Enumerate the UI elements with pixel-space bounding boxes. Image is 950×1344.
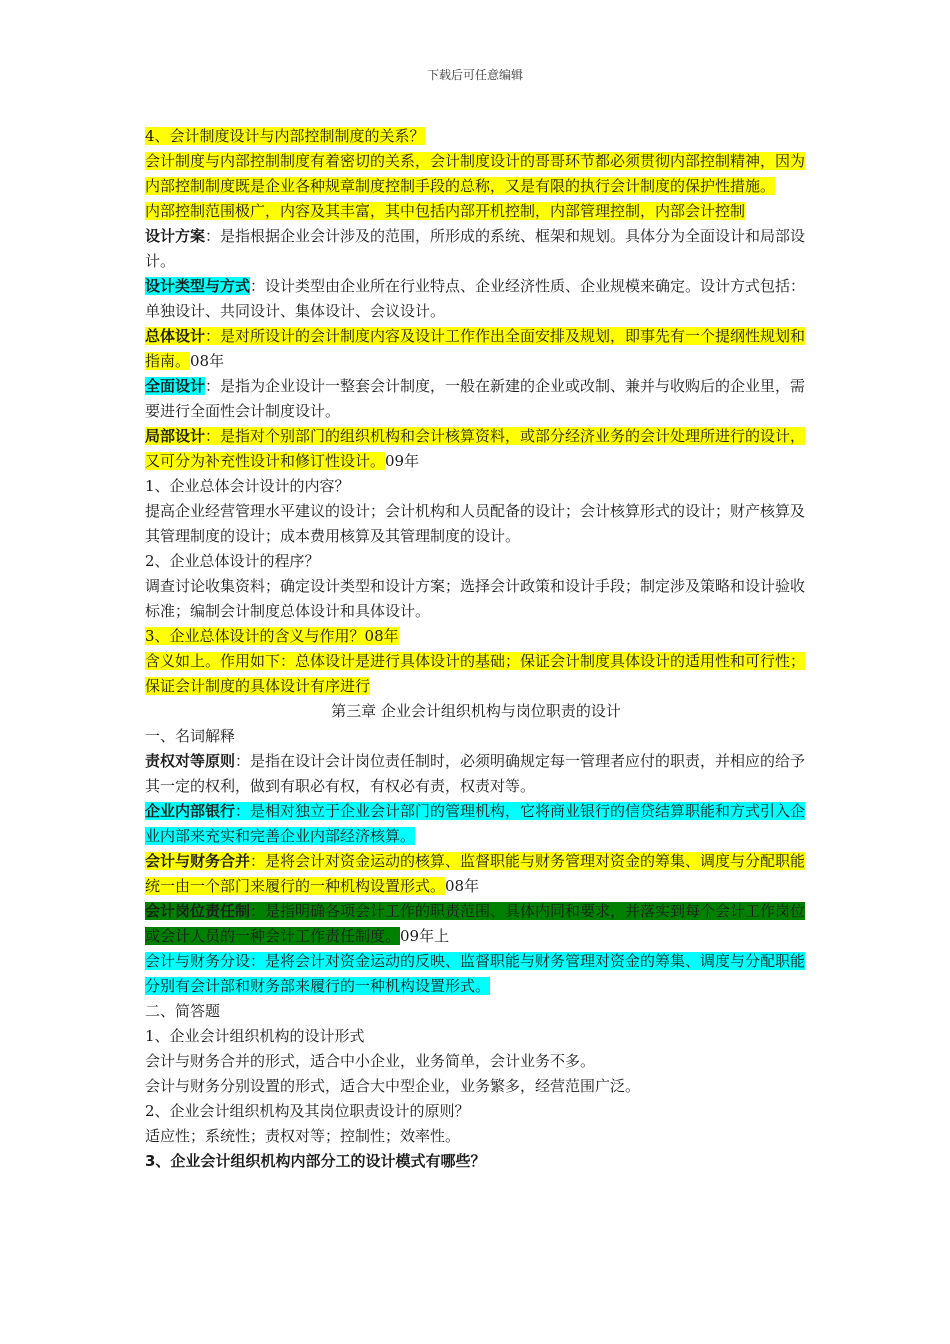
term-label: 设计类型与方式	[145, 277, 251, 295]
text-run: 二、简答题	[145, 1002, 221, 1020]
paragraph	[145, 424, 807, 474]
paragraph	[145, 474, 807, 499]
term-label: 全面设计	[145, 377, 206, 395]
text-run: ：是相对独立于企业会计部门的管理机构，它将商业银行的信贷结算职能和方式引入企业内部来充实和完善企业内部经济核算。	[145, 802, 806, 845]
paragraph	[145, 324, 807, 374]
paragraph	[145, 124, 807, 149]
chapter-heading	[145, 699, 807, 724]
text-run: ：是对所设计的会计制度内容及设计工作作出全面安排及规划，即事先有一个提纲性规划和指南。	[145, 327, 806, 370]
term-label: 局部设计	[145, 427, 206, 445]
paragraph	[145, 149, 807, 199]
text-run: ：设计类型由企业所在行业特点、企业经济性质、企业规模来确定。设计方式包括：单独设计、共同设计、集体设计、会议设计。	[145, 277, 806, 320]
paragraph	[145, 574, 807, 624]
text-run: ：是指为企业设计一整套会计制度，一般在新建的企业或改制、兼并与收购后的企业里，需要进行全面性会计制度设计。	[145, 377, 806, 420]
paragraph	[145, 274, 807, 324]
text-run: 内部控制范围极广，内容及其丰富，其中包括内部开机控制，内部管理控制，内部会计控制	[145, 202, 746, 220]
text-run: ：是指在设计会计岗位责任制时，必须明确规定每一管理者应付的职责，并相应的给予其一定的权利，做到有职必有权，有权必有责，权责对等。	[145, 752, 806, 795]
term-label: 总体设计	[145, 327, 206, 345]
paragraph	[145, 949, 807, 999]
paragraph	[145, 799, 807, 849]
paragraph	[145, 899, 807, 949]
term-label: 会计岗位责任制	[145, 902, 251, 920]
paragraph	[145, 374, 807, 424]
paragraph	[145, 549, 807, 574]
text-run: ：是将会计对资金运动的核算、监督职能与财务管理对资金的筹集、调度与分配职能统一由一个部门来履行的一种机构设置形式。	[145, 852, 806, 895]
text-run: ：是指明确各项会计工作的职责范围、具体内同和要求，并落实到每个会计工作岗位或会计人员的一种会计工作责任制度。	[145, 902, 806, 945]
term-label: 会计与财务合并	[145, 852, 251, 870]
paragraph	[145, 1099, 807, 1124]
text-run: 1、企业总体会计设计的内容？	[145, 477, 350, 495]
term-label: 3、企业会计组织机构内部分工的设计模式有哪些？	[145, 1152, 486, 1170]
term-label: 企业内部银行	[145, 802, 236, 820]
text-run: 2、企业总体设计的程序？	[145, 552, 320, 570]
text-run: 第三章 企业会计组织机构与岗位职责的设计	[331, 702, 621, 720]
paragraph	[145, 649, 807, 699]
paragraph	[145, 1124, 807, 1149]
paragraph	[145, 1149, 807, 1174]
text-run: 适应性；系统性；责权对等；控制性；效率性。	[145, 1127, 461, 1145]
text-run: 含义如上。作用如下：总体设计是进行具体设计的基础；保证会计制度具体设计的适用性和可行性；保证会计制度的具体设计有序进行	[145, 652, 806, 695]
paragraph	[145, 224, 807, 274]
text-run: 09年	[385, 452, 420, 470]
document-body	[145, 124, 807, 1174]
text-run: 09年上	[400, 927, 450, 945]
text-run: 2、企业会计组织机构及其岗位职责设计的原则？	[145, 1102, 470, 1120]
text-run: 4、会计制度设计与内部控制制度的关系？	[145, 127, 425, 145]
text-run: 会计与财务分别设置的形式，适合大中型企业，业务繁多，经营范围广泛。	[145, 1077, 641, 1095]
paragraph	[145, 499, 807, 549]
term-label: 责权对等原则	[145, 752, 236, 770]
text-run: 1、企业会计组织机构的设计形式	[145, 1027, 365, 1045]
text-run: 08年	[445, 877, 480, 895]
text-run: ：是指对个别部门的组织机构和会计核算资料，或部分经济业务的会计处理所进行的设计，又可分为补充性设计和修订性设计。	[145, 427, 806, 470]
text-run: 提高企业经营管理水平建议的设计；会计机构和人员配备的设计；会计核算形式的设计；财产核算及其管理制度的设计；成本费用核算及其管理制度的设计。	[145, 502, 806, 545]
paragraph	[145, 1049, 807, 1074]
text-run: ：是指根据企业会计涉及的范围，所形成的系统、框架和规划。具体分为全面设计和局部设计。	[145, 227, 806, 270]
term-label: 设计方案	[145, 227, 206, 245]
paragraph	[145, 1024, 807, 1049]
paragraph	[145, 624, 807, 649]
text-run: 调查讨论收集资料；确定设计类型和设计方案；选择会计政策和设计手段；制定涉及策略和设计验收标准；编制会计制度总体设计和具体设计。	[145, 577, 806, 620]
text-run: 一、名词解释	[145, 727, 236, 745]
paragraph	[145, 724, 807, 749]
text-run: 3、企业总体设计的含义与作用？08年	[145, 627, 399, 645]
paragraph	[145, 849, 807, 899]
text-run: 会计制度与内部控制制度有着密切的关系，会计制度设计的哥哥环节都必须贯彻内部控制精神，因为内部控制制度既是企业各种规章制度控制手段的总称，又是有限的执行会计制度的保护性措施。	[145, 152, 806, 195]
paragraph	[145, 1074, 807, 1099]
text-run: 会计与财务合并的形式，适合中小企业，业务简单，会计业务不多。	[145, 1052, 596, 1070]
page-header: 下载后可任意编辑	[426, 68, 523, 82]
paragraph	[145, 999, 807, 1024]
text-run: 08年	[190, 352, 225, 370]
paragraph	[145, 749, 807, 799]
paragraph	[145, 199, 807, 224]
text-run: 会计与财务分设：是将会计对资金运动的反映、监督职能与财务管理对资金的筹集、调度与分配职能分别有会计部和财务部来履行的一种机构设置形式。	[145, 952, 806, 995]
